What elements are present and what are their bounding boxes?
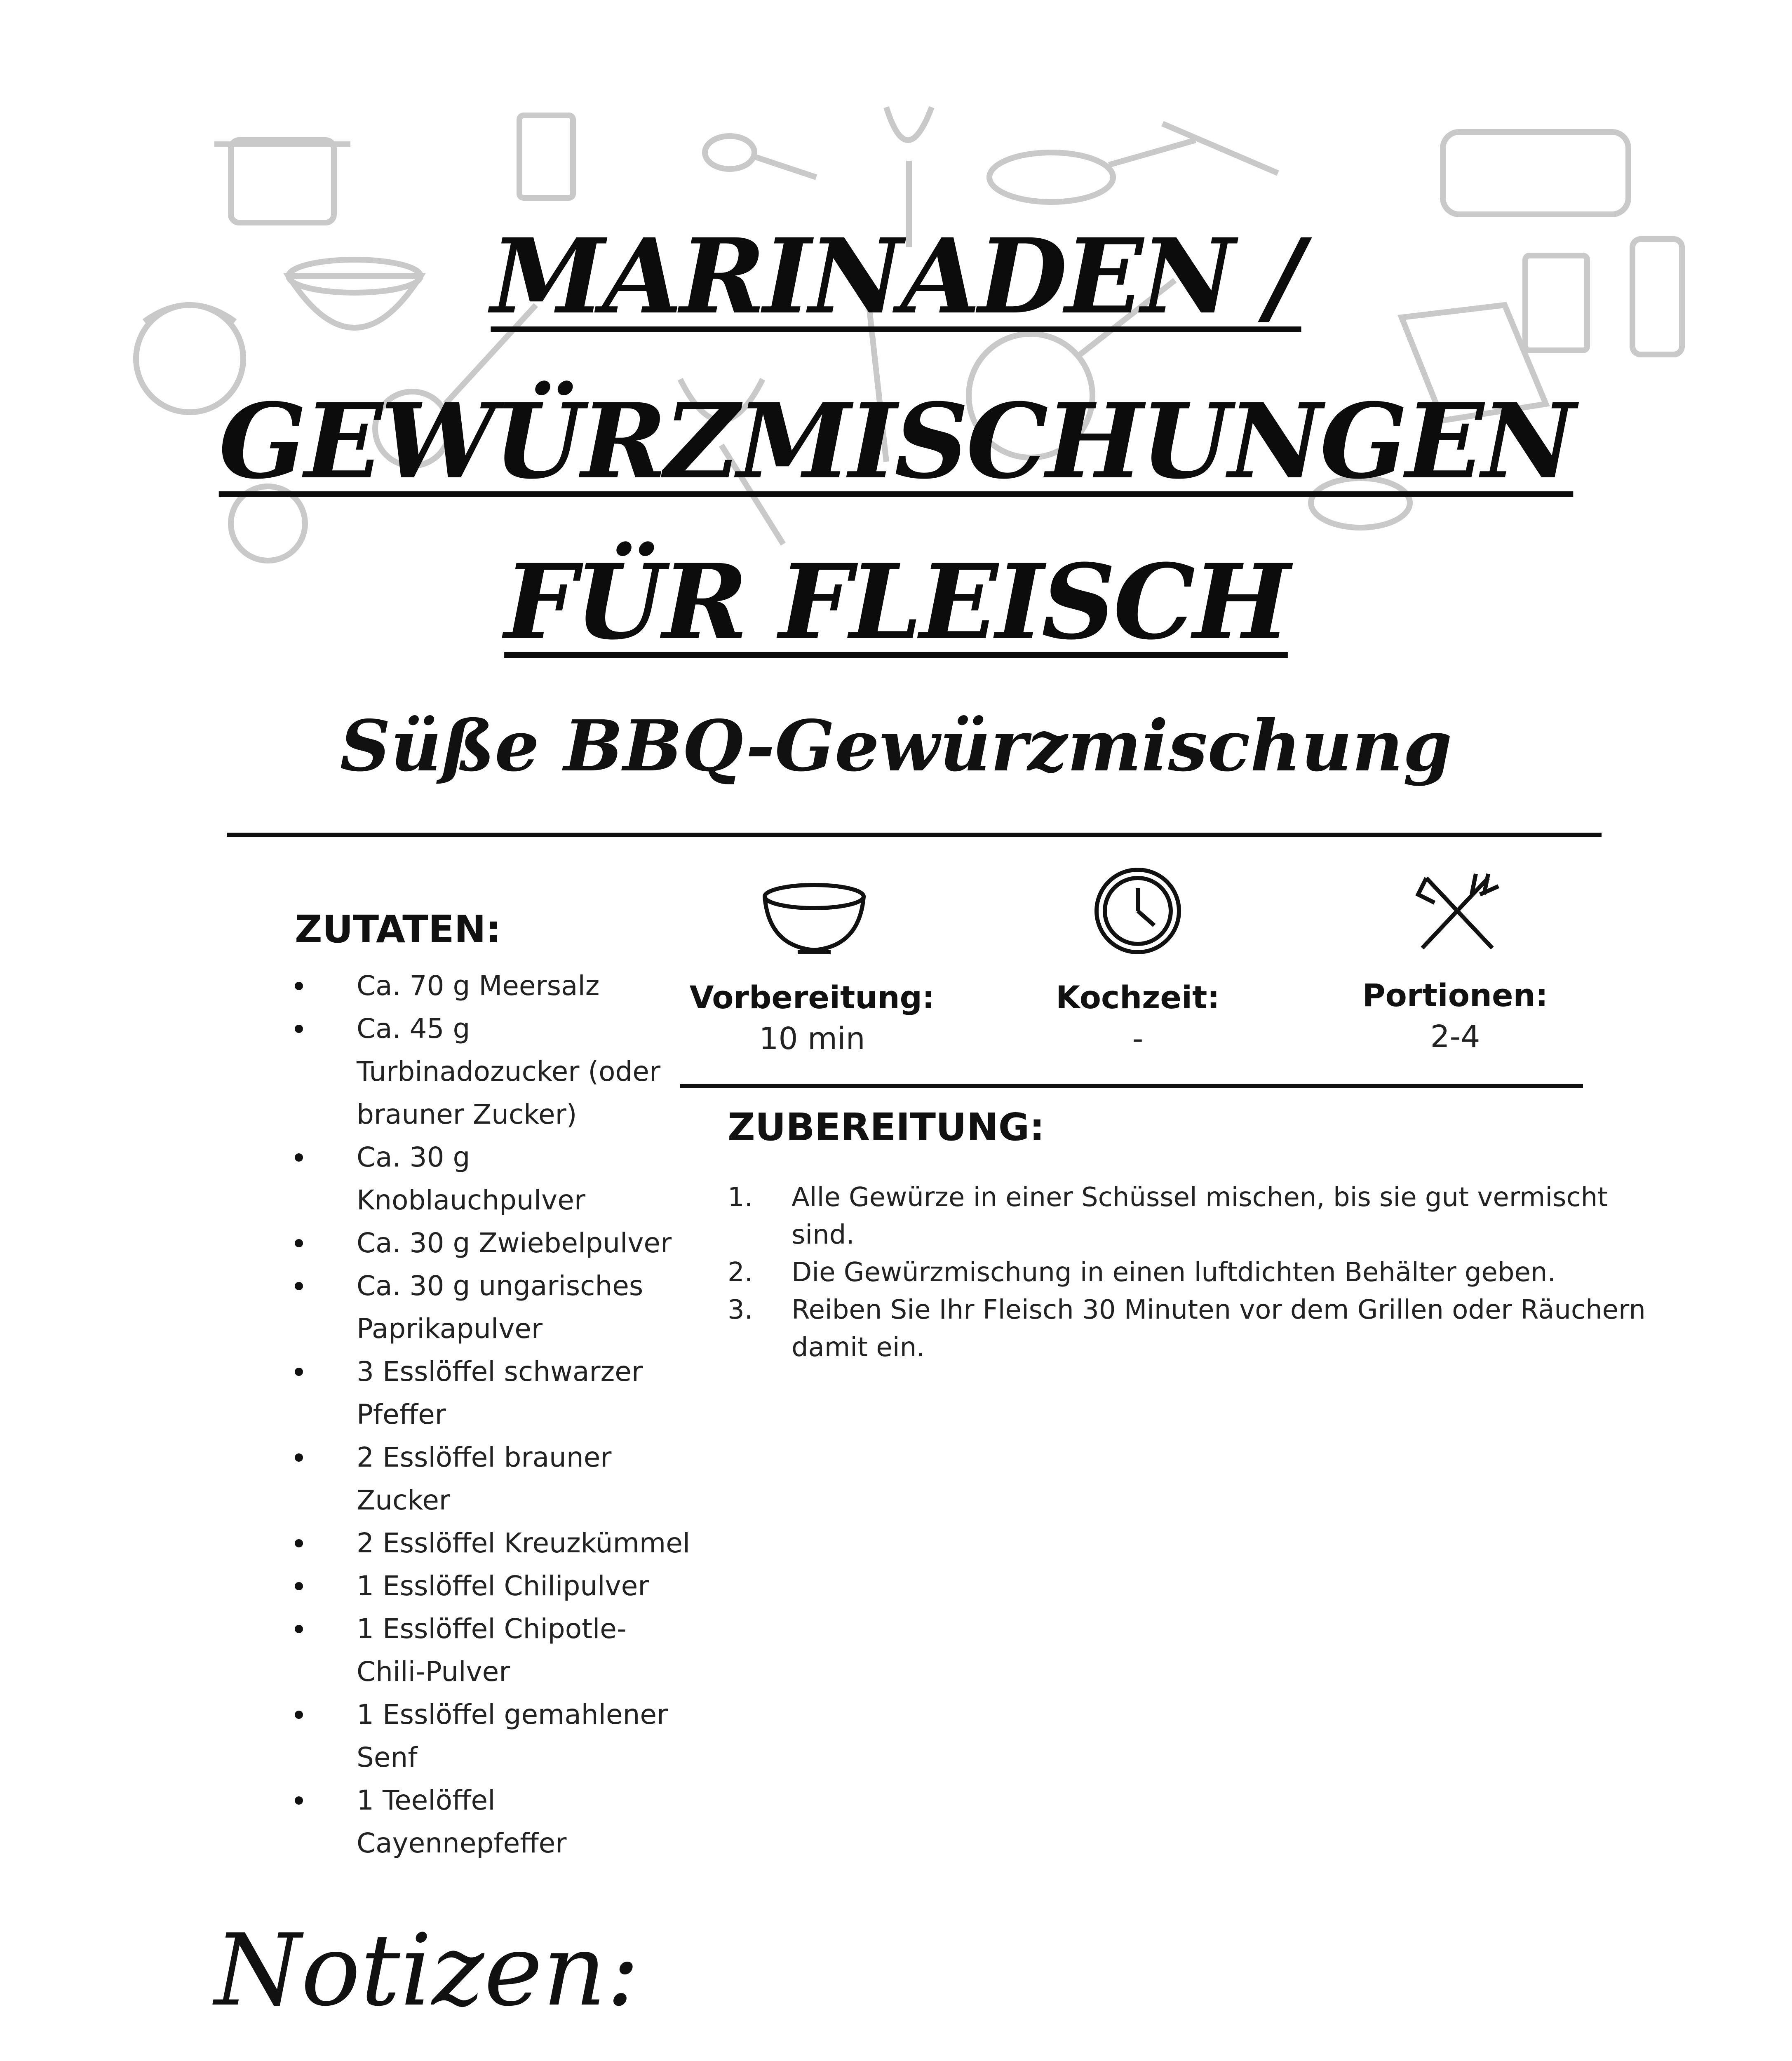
ingredients-heading: ZUTATEN: bbox=[295, 907, 501, 951]
ingredient-item: Ca. 30 g Knoblauchpulver bbox=[295, 1136, 690, 1222]
cook-time-value: - bbox=[1132, 1021, 1144, 1056]
step-item: 2. Die Gewürzmischung in einen luftdichten Behälter geben. bbox=[728, 1257, 1556, 1288]
page-title-line-2: GEWÜRZMISCHUNGEN bbox=[218, 380, 1574, 502]
cook-time-label: Kochzeit: bbox=[1056, 979, 1220, 1016]
prep-time-label: Vorbereitung: bbox=[689, 979, 935, 1016]
divider-meta bbox=[680, 1084, 1583, 1088]
page-title-line-1: MARINADEN / bbox=[491, 216, 1301, 337]
step-item: 3. Reiben Sie Ihr Fleisch 30 Minuten vor dem Grillen oder Räuchern damit ein. bbox=[728, 1295, 1646, 1363]
ingredient-item: 1 Esslöffel Chilipulver bbox=[295, 1565, 690, 1608]
cook-time bbox=[1014, 977, 1261, 1059]
ingredient-item: 2 Esslöffel Kreuzkümmel bbox=[295, 1522, 690, 1565]
ingredient-item: 3 Esslöffel schwarzer Pfeffer bbox=[295, 1350, 690, 1436]
ingredient-item: 1 Esslöffel Chipotle-Chili-Pulver bbox=[295, 1608, 690, 1693]
preparation-heading: ZUBEREITUNG: bbox=[728, 1105, 1045, 1149]
ingredient-item: Ca. 30 g Zwiebelpulver bbox=[295, 1222, 690, 1265]
recipe-title: Süße BBQ-Gewürzmischung bbox=[340, 705, 1452, 787]
ingredient-item: Ca. 70 g Meersalz bbox=[295, 965, 690, 1007]
servings bbox=[1332, 975, 1579, 1057]
servings-value: 2-4 bbox=[1430, 1019, 1480, 1054]
fork-knife-icon bbox=[1414, 870, 1501, 956]
servings-label: Portionen: bbox=[1362, 977, 1548, 1014]
page-title-line-3: FÜR FLEISCH bbox=[504, 541, 1288, 662]
ingredient-list bbox=[295, 965, 690, 1865]
step-item: 1. Alle Gewürze in einer Schüssel mischen, bis sie gut vermischt sind. bbox=[728, 1182, 1608, 1250]
preparation-steps bbox=[728, 1179, 1647, 1366]
prep-time-value: 10 min bbox=[759, 1021, 865, 1056]
clock-icon bbox=[1092, 866, 1183, 956]
ingredient-item: 1 Teelöffel Cayennepfeffer bbox=[295, 1779, 690, 1865]
ingredient-item: Ca. 45 g Turbinadozucker (oder brauner Zucker) bbox=[295, 1007, 690, 1136]
ingredient-item: Ca. 30 g ungarisches Paprikapulver bbox=[295, 1265, 690, 1350]
bowl-icon bbox=[761, 880, 868, 958]
prep-time bbox=[688, 977, 936, 1059]
kitchen-doodles-top bbox=[0, 91, 1792, 606]
notes-heading: Notizen: bbox=[214, 1913, 640, 2028]
ingredient-item: 2 Esslöffel brauner Zucker bbox=[295, 1436, 690, 1522]
divider-top bbox=[227, 833, 1602, 837]
ingredient-item: 1 Esslöffel gemahlener Senf bbox=[295, 1693, 690, 1779]
